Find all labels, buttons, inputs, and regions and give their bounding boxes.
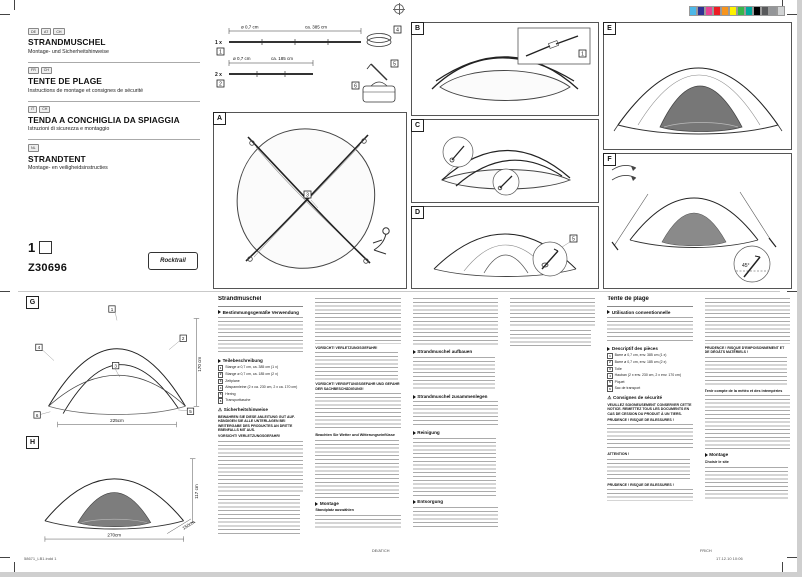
callout-number: 1 xyxy=(219,49,222,56)
paragraph-placeholder xyxy=(315,515,400,529)
crop-mark xyxy=(782,562,783,572)
panel-label-h: H xyxy=(26,436,39,449)
pole-insertion-drawing xyxy=(412,23,596,113)
step-panel-d xyxy=(411,206,599,289)
lang-badge: CH xyxy=(39,106,50,113)
callout-number: 1 xyxy=(581,51,584,58)
step-panel-b xyxy=(411,22,599,116)
pole1-count-label: 1 x xyxy=(215,40,222,46)
tent-raising-drawing xyxy=(412,120,596,200)
parts-list-item: 1 Barre ø 0,7 cm, env. 385 cm (1 x) xyxy=(609,353,667,358)
de-heading-cleaning: Reinigung xyxy=(413,430,498,436)
crop-mark xyxy=(0,557,10,558)
parts-list-item: 6 Sac de transport xyxy=(609,386,641,391)
quantity-row xyxy=(28,240,52,255)
pole2-diameter-label: ø 0,7 cm xyxy=(233,56,251,61)
heading-arrow-icon xyxy=(413,350,416,354)
callout-number: 3 xyxy=(306,192,309,199)
brand-logo: Rocktrail xyxy=(148,252,198,270)
color-swatch xyxy=(697,6,705,16)
lang-badge: AT xyxy=(41,28,51,35)
parts-list-item: 3 Zeltplane xyxy=(219,378,240,384)
heading-arrow-icon xyxy=(705,453,708,457)
color-swatch xyxy=(737,6,745,16)
paragraph-placeholder xyxy=(413,357,496,391)
paragraph-placeholder xyxy=(315,440,399,498)
heading-arrow-icon xyxy=(218,359,221,363)
page-footer-fr: FR/CH xyxy=(700,549,712,553)
step-panel-c xyxy=(411,119,599,203)
fr-heading-intended-use: Utilisation conventionnelle xyxy=(607,310,692,316)
de-heading-parts: Teilebeschreibung xyxy=(218,358,303,364)
callout-number: 6 xyxy=(354,83,357,90)
tent-dimensions-drawing xyxy=(22,446,212,550)
text-column-de-1 xyxy=(218,296,303,544)
text-column-de-2 xyxy=(315,296,400,544)
paragraph-placeholder xyxy=(413,401,498,427)
color-swatch xyxy=(769,6,777,16)
de-poison-warning: VORSICHT! VERGIFTUNGSGEFAHR UND GEFAHR DER SACHBESCHÄDIGUNG! xyxy=(315,382,400,391)
product-title-nl: STRANDTENT xyxy=(28,153,86,164)
person-figure xyxy=(373,228,389,254)
language-section-fr xyxy=(28,63,200,102)
paragraph-placeholder xyxy=(705,298,790,344)
paragraph-placeholder xyxy=(510,298,595,328)
fr-injury-warning: PRUDENCE ! RISQUE DE BLESSURES ! xyxy=(607,482,674,487)
wind-arrows-icon xyxy=(612,165,636,181)
peg-angle-label: 45° xyxy=(742,263,750,269)
lang-badge: CH xyxy=(41,67,52,74)
instruction-text-columns xyxy=(218,296,790,544)
title-block xyxy=(28,24,200,178)
paragraph-placeholder xyxy=(315,393,400,431)
panel-label-e: E xyxy=(603,22,616,35)
language-badges xyxy=(28,144,200,151)
de-weather-subheading: Beachten Sie Wetter und Witterungseinflüsse xyxy=(315,433,395,438)
frame-height-dimension: 170 cm xyxy=(197,356,202,372)
parts-list-item: 3 Toile xyxy=(609,366,622,372)
paragraph-placeholder xyxy=(315,352,398,380)
product-subtitle-it: Istruzioni di sicurezza e montaggio xyxy=(28,126,110,133)
heading-arrow-icon xyxy=(607,310,610,314)
parts-list-item: 5 Piquet xyxy=(609,379,625,385)
paragraph-placeholder xyxy=(607,489,692,501)
color-calibration-bar xyxy=(689,6,785,16)
text-column-fr-1 xyxy=(607,296,692,544)
fr-injury-warning: PRUDENCE ! RISQUE DE BLESSURES ! xyxy=(607,418,674,422)
color-swatch xyxy=(689,6,697,16)
tent-depth-dimension: 150cm xyxy=(181,519,196,531)
panel-label-a: A xyxy=(213,112,226,125)
callout-number: 5 xyxy=(189,409,192,415)
callout-number: 2 xyxy=(181,336,185,342)
fr-section-title: Tente de plage xyxy=(607,296,692,307)
lang-badge: FR xyxy=(28,67,39,74)
product-subtitle-nl: Montage- en veiligheidsinstructies xyxy=(28,165,108,172)
de-section-title: Strandmuschel xyxy=(218,296,303,307)
de-heading-fold: Strandmuschel zusammenlegen xyxy=(413,394,498,400)
paragraph-placeholder xyxy=(413,438,497,496)
lang-badge: IT xyxy=(28,106,37,113)
pole2-count-label: 2 x xyxy=(215,72,222,78)
paragraph-placeholder xyxy=(315,298,400,344)
panel-label-b: B xyxy=(411,22,424,35)
callout-number: 5 xyxy=(572,236,575,243)
pole2-length-label: ca. 185 cm xyxy=(271,56,294,61)
print-file-name: 58671_LB1.indd 1 xyxy=(24,556,57,561)
crop-mark xyxy=(787,557,797,558)
step-panel-a xyxy=(213,112,407,289)
finished-tent-drawing xyxy=(604,23,789,147)
color-swatch xyxy=(745,6,753,16)
model-number: Z30696 xyxy=(28,262,68,274)
language-section-de xyxy=(28,24,200,63)
parts-list-item: 4 Abspannleine (2 x ca. 230 cm, 2 x ca. 170 cm) xyxy=(219,385,298,390)
fr-heading-safety: ⚠ Consignes de sécurité xyxy=(607,394,663,401)
paragraph-placeholder xyxy=(607,317,692,343)
lang-badge: NL xyxy=(28,144,39,151)
de-heading-disposal: Entsorgung xyxy=(413,499,498,505)
warning-icon: ⚠ xyxy=(607,394,612,400)
color-swatch xyxy=(753,6,761,16)
callout-number: 6 xyxy=(35,412,39,418)
parts-list-item: 5 Hering xyxy=(219,391,236,397)
frame-width-dimension: 225cm xyxy=(110,417,124,423)
paragraph-placeholder xyxy=(705,395,790,449)
panel-label-g: G xyxy=(26,296,39,309)
color-swatch xyxy=(713,6,721,16)
de-injury-warning: VORSICHT! VERLETZUNGSGEFAHR! xyxy=(315,346,378,350)
crop-mark xyxy=(0,14,10,15)
parts-list-item: 1 Stange ø 0,7 cm, ca. 385 cm (1 x) xyxy=(219,365,278,370)
paragraph-placeholder xyxy=(218,317,303,355)
parts-list-item: 6 Transporttasche xyxy=(219,398,251,403)
fold-mark xyxy=(787,291,797,292)
paragraph-placeholder xyxy=(705,357,788,387)
fr-heading-parts: Descriptif des pièces xyxy=(607,346,692,352)
page-footer-de: DE/AT/CH xyxy=(372,549,390,553)
tent-flat-layout-drawing xyxy=(214,113,404,286)
paragraph-placeholder xyxy=(413,298,498,346)
callout-number: 1 xyxy=(110,306,114,312)
de-heading-intended-use: Bestimmungsgemäße Verwendung xyxy=(218,310,303,316)
heading-arrow-icon xyxy=(607,347,610,351)
crop-mark xyxy=(787,14,797,15)
tent-height-dimension: 117 cm xyxy=(194,484,200,499)
heading-arrow-icon xyxy=(413,431,416,435)
color-swatch xyxy=(705,6,713,16)
de-heading-montage: Montage xyxy=(315,501,400,507)
language-badges xyxy=(28,106,200,113)
product-title-de: STRANDMUSCHEL xyxy=(28,37,106,48)
fr-site-subheading: Choisir le site xyxy=(704,460,729,465)
pole1-diameter-label: ø 0,7 cm xyxy=(241,24,259,30)
heading-arrow-icon xyxy=(315,502,318,506)
tent-width-dimension: 270cm xyxy=(107,532,122,538)
pole-frame-drawing xyxy=(22,304,212,430)
package-box-icon xyxy=(39,241,52,254)
de-keep-instructions-notice: BEWAHREN SIE DIESE ANLEITUNG GUT AUF. HÄNDIGEN SIE ALLE UNTERLAGEN BEI WEITERGABE DES PRODUKTES AN DRITTE EBENFALLS MIT AUS. xyxy=(218,414,295,432)
product-subtitle-fr: Instructions de montage et consignes de sécurité xyxy=(28,87,144,94)
language-badges xyxy=(28,67,200,74)
step-panel-e xyxy=(603,22,792,150)
parts-list-item: 2 Barre ø 0,7 cm, env. 185 cm (2 x) xyxy=(609,360,667,365)
registration-mark xyxy=(394,4,404,14)
step-panel-f xyxy=(603,153,792,289)
de-site-subheading: Standplatz auswählen xyxy=(315,508,354,513)
callout-number: 2 xyxy=(219,81,222,88)
language-section-it xyxy=(28,102,200,141)
color-swatch xyxy=(761,6,769,16)
panel-label-f: F xyxy=(603,153,616,166)
heading-arrow-icon xyxy=(413,500,416,504)
heading-arrow-icon xyxy=(413,395,416,399)
de-heading-setup: Strandmuschel aufbauen xyxy=(413,349,498,355)
fr-keep-instructions-notice: VEUILLEZ SOIGNEUSEMENT CONSERVER CETTE NOTICE. REMETTEZ TOUS LES DOCUMENTS EN CAS DE CESSION DU PRODUIT À UN TIERS. xyxy=(607,402,692,416)
panel-label-c: C xyxy=(411,119,424,132)
lang-badge: DE xyxy=(28,28,39,35)
fr-weather-subheading: Tenir compte de la météo et des intempéries xyxy=(704,388,783,393)
parts-list-item: 4 Hauban (2 x env. 230 cm, 2 x env. 170 cm) xyxy=(609,373,681,378)
color-swatch xyxy=(721,6,729,16)
de-heading-safety: ⚠ Sicherheitshinweise xyxy=(218,406,268,413)
tent-pegging-drawing xyxy=(412,207,596,286)
paragraph-placeholder xyxy=(607,424,692,450)
parts-list-item: 2 Stange ø 0,7 cm, ca. 185 cm (2 x) xyxy=(219,372,278,377)
pole1-length-label: ca. 385 cm xyxy=(305,24,328,30)
crop-mark xyxy=(14,0,15,10)
paragraph-placeholder xyxy=(705,467,789,499)
callout-number: 3 xyxy=(114,363,117,369)
fr-heading-montage: Montage xyxy=(705,452,790,458)
lang-badge: CH xyxy=(53,28,64,35)
product-title-it: TENDA A CONCHIGLIA DA SPIAGGIA xyxy=(28,114,180,125)
crop-mark xyxy=(14,562,15,572)
fold-line xyxy=(18,291,780,292)
color-swatch xyxy=(777,6,785,16)
parts-overview-figure xyxy=(213,22,405,108)
text-column-fr-2 xyxy=(705,296,790,544)
text-column-de-3 xyxy=(413,296,498,544)
callout-number: 5 xyxy=(393,61,396,68)
guy-line-staking-drawing xyxy=(604,154,789,286)
frame-dimension-figure xyxy=(22,304,212,430)
language-section-nl xyxy=(28,140,200,178)
paragraph-placeholder xyxy=(510,330,591,348)
quantity-value: 1 xyxy=(28,240,36,255)
panel-label-d: D xyxy=(411,206,424,219)
fold-mark xyxy=(0,291,10,292)
heading-arrow-icon xyxy=(218,310,221,314)
de-injury-warning: VORSICHT! VERLETZUNGSGEFAHR! xyxy=(218,434,281,439)
callout-number: 4 xyxy=(396,27,399,34)
fr-attention-warning: ATTENTION ! xyxy=(607,452,630,457)
product-title-fr: TENTE DE PLAGE xyxy=(28,76,102,87)
tent-dimension-figure xyxy=(22,446,212,550)
paragraph-placeholder xyxy=(218,495,300,535)
paragraph-placeholder xyxy=(218,441,303,493)
warning-icon: ⚠ xyxy=(218,406,223,412)
print-timestamp: 17.12.10 10:06 xyxy=(716,556,743,561)
paragraph-placeholder xyxy=(607,459,690,481)
callout-number: 4 xyxy=(37,345,41,351)
text-column-de-4 xyxy=(510,296,595,544)
language-badges xyxy=(28,28,200,35)
fr-poison-warning: PRUDENCE ! RISQUE D'EMPOISONNEMENT ET DE DÉGÂTS MATÉRIELS ! xyxy=(704,346,785,355)
poles-and-parts-drawing xyxy=(213,22,405,108)
color-swatch xyxy=(729,6,737,16)
product-subtitle-de: Montage- und Sicherheitshinweise xyxy=(28,48,109,55)
paragraph-placeholder xyxy=(413,507,498,527)
